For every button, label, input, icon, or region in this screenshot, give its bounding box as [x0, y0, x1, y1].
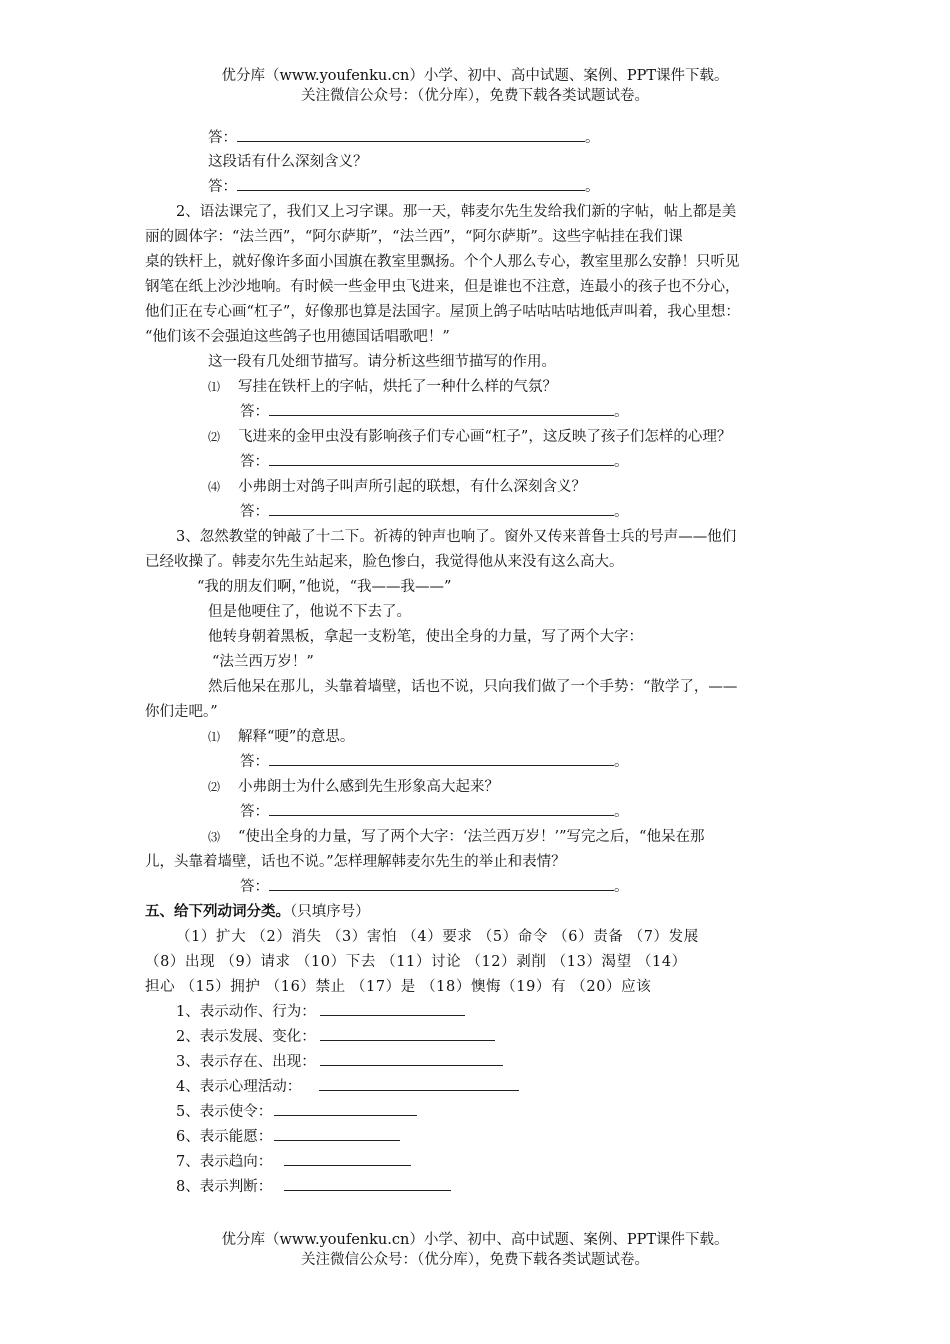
passage-2-line: 丽的圆体字：“法兰西”，“阿尔萨斯”，“法兰西”，“阿尔萨斯”。这些字帖挂在我们课: [145, 229, 683, 245]
classification-blank[interactable]: [274, 1125, 400, 1141]
question-item: [208, 375, 557, 399]
classification-item: [176, 1175, 451, 1199]
question-item: [208, 725, 354, 749]
classification-blank[interactable]: [284, 1150, 411, 1166]
section-5-title: 五、给下列动词分类。: [145, 903, 290, 920]
classification-label: 1、表示动作、行为：: [176, 1004, 316, 1020]
answer-period: 。: [614, 454, 629, 470]
question-text: “使出全身的力量，写了两个大字：‘法兰西万岁！’”写完之后，“他呆在那: [238, 829, 705, 845]
classification-label: 4、表示心理活动：: [176, 1079, 302, 1095]
answer-line: [240, 450, 629, 474]
verb-list-line: 担心 （15）拥护 （16）禁止 （17）是 （18）懊悔（19）有 （20）应该: [145, 979, 652, 995]
answer-period: 。: [614, 804, 629, 820]
answer-blank[interactable]: [269, 500, 614, 516]
question-number: ⑴: [208, 730, 221, 744]
question-item: [208, 425, 731, 449]
answer-label: 答：: [240, 804, 269, 820]
classification-label: 7、表示趋向：: [176, 1154, 273, 1170]
question-item: [208, 475, 586, 499]
passage-3-line: 你们走吧。”: [145, 704, 218, 720]
passage-3-line: “法兰西万岁！”: [212, 654, 314, 670]
passage-3-line: 他转身朝着黑板，拿起一支粉笔，使出全身的力量，写了两个大字：: [208, 629, 643, 645]
question-number: ⑷: [208, 480, 221, 494]
answer-line: [240, 500, 629, 524]
classification-label: 5、表示使令：: [176, 1104, 273, 1120]
question-text: 飞进来的金甲虫没有影响孩子们专心画“杠子”，这反映了孩子们怎样的心理？: [238, 429, 732, 445]
classification-item: [176, 1000, 465, 1024]
answer-label: 答：: [208, 130, 237, 146]
header-line-2: 关注微信公众号：（优分库），免费下载各类试题试卷。: [301, 88, 649, 104]
question-item: [208, 775, 499, 799]
answer-line: [240, 750, 629, 774]
question-number: ⑶: [208, 830, 221, 844]
classification-item: [176, 1150, 411, 1174]
answer-label: 答：: [240, 754, 269, 770]
passage-3-line: 但是他哽住了，他说不下去了。: [208, 604, 411, 620]
question-number: ⑵: [208, 780, 221, 794]
answer-period: 。: [614, 404, 629, 420]
passage-2-line: 他们正在专心画“杠子”，好像那也算是法国字。屋顶上鸽子咕咕咕咕地低声叫着，我心里想：: [145, 304, 740, 320]
verb-list-line: （1）扩大 （2）消失 （3）害怕 （4）要求 （5）命令 （6）责备 （7）发展: [176, 929, 699, 945]
classification-item: [176, 1100, 417, 1124]
classification-blank[interactable]: [320, 1025, 495, 1041]
classification-blank[interactable]: [284, 1175, 451, 1191]
classification-blank[interactable]: [274, 1100, 417, 1116]
answer-label: 答：: [208, 179, 237, 195]
classification-blank[interactable]: [320, 1050, 503, 1066]
answer-line: [240, 800, 629, 824]
answer-label: 答：: [240, 404, 269, 420]
question-item: [208, 825, 704, 849]
classification-label: 8、表示判断：: [176, 1179, 273, 1195]
classification-blank[interactable]: [320, 1000, 465, 1016]
passage-2-line: 桌的铁杆上，就好像许多面小国旗在教室里飘扬。个个人那么专心，教室里那么安静！只听见: [145, 254, 740, 270]
section-5-heading: [145, 900, 370, 924]
answer-blank[interactable]: [237, 126, 585, 142]
answer-line: [240, 400, 629, 424]
answer-period: 。: [585, 130, 600, 146]
answer-line: [208, 126, 600, 150]
classification-label: 3、表示存在、出现：: [176, 1054, 316, 1070]
answer-line: [208, 175, 600, 199]
answer-blank[interactable]: [269, 450, 614, 466]
section-5-note: （只填序号）: [290, 904, 370, 920]
passage-3-line: 已经收操了。韩麦尔先生站起来，脸色惨白，我觉得他从来没有这么高大。: [145, 554, 624, 570]
answer-period: 。: [585, 179, 600, 195]
question-text-continued: 儿，头靠着墙壁，话也不说。”怎样理解韩麦尔先生的举止和表情？: [145, 854, 566, 870]
question-number: ⑵: [208, 430, 221, 444]
answer-period: 。: [614, 879, 629, 895]
answer-period: 。: [614, 754, 629, 770]
passage-2-line: 2、语法课完了，我们又上习字课。那一天，韩麦尔先生发给我们新的字帖，帖上都是美: [176, 204, 737, 220]
question-text: 小弗朗士为什么感到先生形象高大起来？: [238, 779, 499, 795]
answer-blank[interactable]: [269, 800, 614, 816]
passage-2-line: “他们该不会强迫这些鸽子也用德国话唱歌吧！”: [145, 329, 450, 345]
classification-item: [176, 1125, 400, 1149]
answer-label: 答：: [240, 454, 269, 470]
classification-item: [176, 1025, 495, 1049]
classification-item: [176, 1075, 519, 1099]
passage-3-line: “我的朋友们啊，”他说，“我——我——”: [197, 579, 452, 595]
footer-line-2: 关注微信公众号：（优分库），免费下载各类试题试卷。: [301, 1252, 649, 1268]
answer-line: [240, 875, 629, 899]
classification-label: 6、表示能愿：: [176, 1129, 273, 1145]
answer-label: 答：: [240, 879, 269, 895]
answer-blank[interactable]: [269, 750, 614, 766]
question-meaning: 这段话有什么深刻含义？: [208, 154, 368, 170]
classification-blank[interactable]: [319, 1075, 519, 1091]
answer-blank[interactable]: [269, 400, 614, 416]
answer-period: 。: [614, 504, 629, 520]
classification-label: 2、表示发展、变化：: [176, 1029, 316, 1045]
passage-2-prompt: 这一段有几处细节描写。请分析这些细节描写的作用。: [208, 354, 556, 370]
classification-item: [176, 1050, 503, 1074]
question-text: 写挂在铁杆上的字帖，烘托了一种什么样的气氛？: [238, 379, 557, 395]
answer-blank[interactable]: [237, 175, 585, 191]
footer-line-1: 优分库（www.youfenku.cn）小学、初中、高中试题、案例、PPT课件下载。: [221, 1232, 729, 1248]
question-text: 小弗朗士对鸽子叫声所引起的联想，有什么深刻含义？: [238, 479, 586, 495]
answer-label: 答：: [240, 504, 269, 520]
passage-2-line: 钢笔在纸上沙沙地响。有时候一些金甲虫飞进来，但是谁也不注意，连最小的孩子也不分心，: [145, 279, 740, 295]
verb-list-line: （8）出现 （9）请求 （10）下去 （11）讨论 （12）剥削 （13）渴望 （14）: [145, 954, 687, 970]
question-text: 解释“哽”的意思。: [238, 729, 355, 745]
passage-3-line: 然后他呆在那儿，头靠着墙壁，话也不说，只向我们做了一个手势：“散学了，——: [208, 679, 738, 695]
answer-blank[interactable]: [269, 875, 614, 891]
header-line-1: 优分库（www.youfenku.cn）小学、初中、高中试题、案例、PPT课件下载。: [221, 68, 729, 84]
question-number: ⑴: [208, 380, 221, 394]
passage-3-line: 3、忽然教堂的钟敲了十二下。祈祷的钟声也响了。窗外又传来普鲁士兵的号声——他们: [176, 529, 737, 545]
